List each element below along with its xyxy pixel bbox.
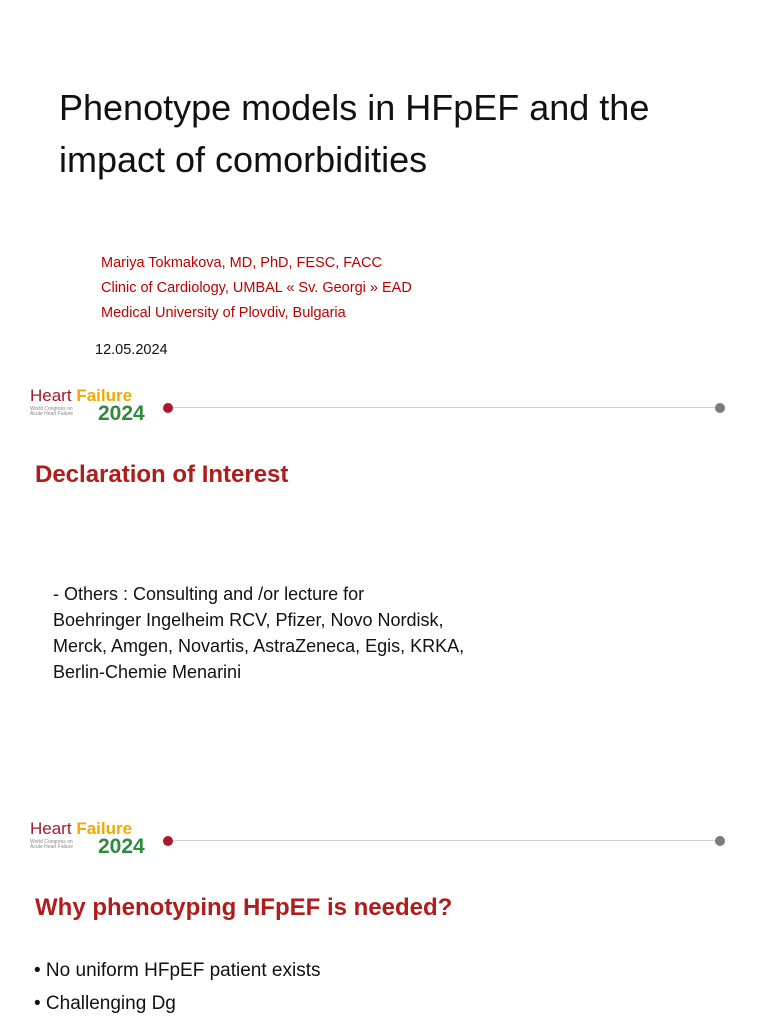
slide-timeline xyxy=(163,402,725,414)
logo-year-text: 2024 xyxy=(98,402,145,425)
timeline-start-dot-icon xyxy=(163,403,173,413)
phenotyping-slide xyxy=(0,866,768,1024)
logo-failure-text: Failure xyxy=(76,386,133,405)
bullet-item: • No uniform HFpEF patient exists xyxy=(34,960,321,981)
declaration-line: Boehringer Ingelheim RCV, Pfizer, Novo Nordisk, xyxy=(53,610,444,630)
declaration-heading: Declaration of Interest xyxy=(35,461,289,488)
timeline-start-dot-icon xyxy=(163,836,173,846)
declaration-body xyxy=(53,581,464,685)
declaration-slide xyxy=(0,433,768,866)
logo-heart-text: Heart xyxy=(30,819,72,838)
logo-failure-text: Failure xyxy=(76,819,133,838)
declaration-line: Merck, Amgen, Novartis, AstraZeneca, Egis, KRKA, xyxy=(53,636,465,656)
heart-failure-2024-logo xyxy=(30,387,160,431)
logo-year-text: 2024 xyxy=(98,835,145,858)
title-slide xyxy=(0,0,768,433)
bullet-item: • Challenging Dg xyxy=(34,993,176,1014)
author-name: Mariya Tokmakova, MD, PhD, FESC, FACC xyxy=(101,255,382,271)
author-university: Medical University of Plovdiv, Bulgaria xyxy=(101,305,346,321)
slide-timeline xyxy=(163,835,725,847)
bullet-list xyxy=(34,954,320,1020)
timeline-line xyxy=(169,407,719,408)
timeline-line xyxy=(169,840,719,841)
logo-congress-text: World Congress on Acute Heart Failure xyxy=(30,406,74,417)
declaration-line: Berlin-Chemie Menarini xyxy=(53,662,242,682)
title-line-1: Phenotype models in HFpEF and the xyxy=(59,87,650,128)
presentation-date: 12.05.2024 xyxy=(95,342,168,358)
heart-failure-2024-logo xyxy=(30,820,160,864)
logo-heart-text: Heart xyxy=(30,386,72,405)
phenotyping-heading: Why phenotyping HFpEF is needed? xyxy=(35,894,453,921)
timeline-end-dot-icon xyxy=(715,836,725,846)
author-block xyxy=(101,251,412,326)
author-clinic: Clinic of Cardiology, UMBAL « Sv. Georgi » EAD xyxy=(101,280,412,296)
title-line-2: impact of comorbidities xyxy=(59,139,428,180)
presentation-title xyxy=(59,82,739,186)
timeline-end-dot-icon xyxy=(715,403,725,413)
logo-congress-text: World Congress on Acute Heart Failure xyxy=(30,839,74,850)
declaration-line: - Others : Consulting and /or lecture for xyxy=(53,584,365,604)
